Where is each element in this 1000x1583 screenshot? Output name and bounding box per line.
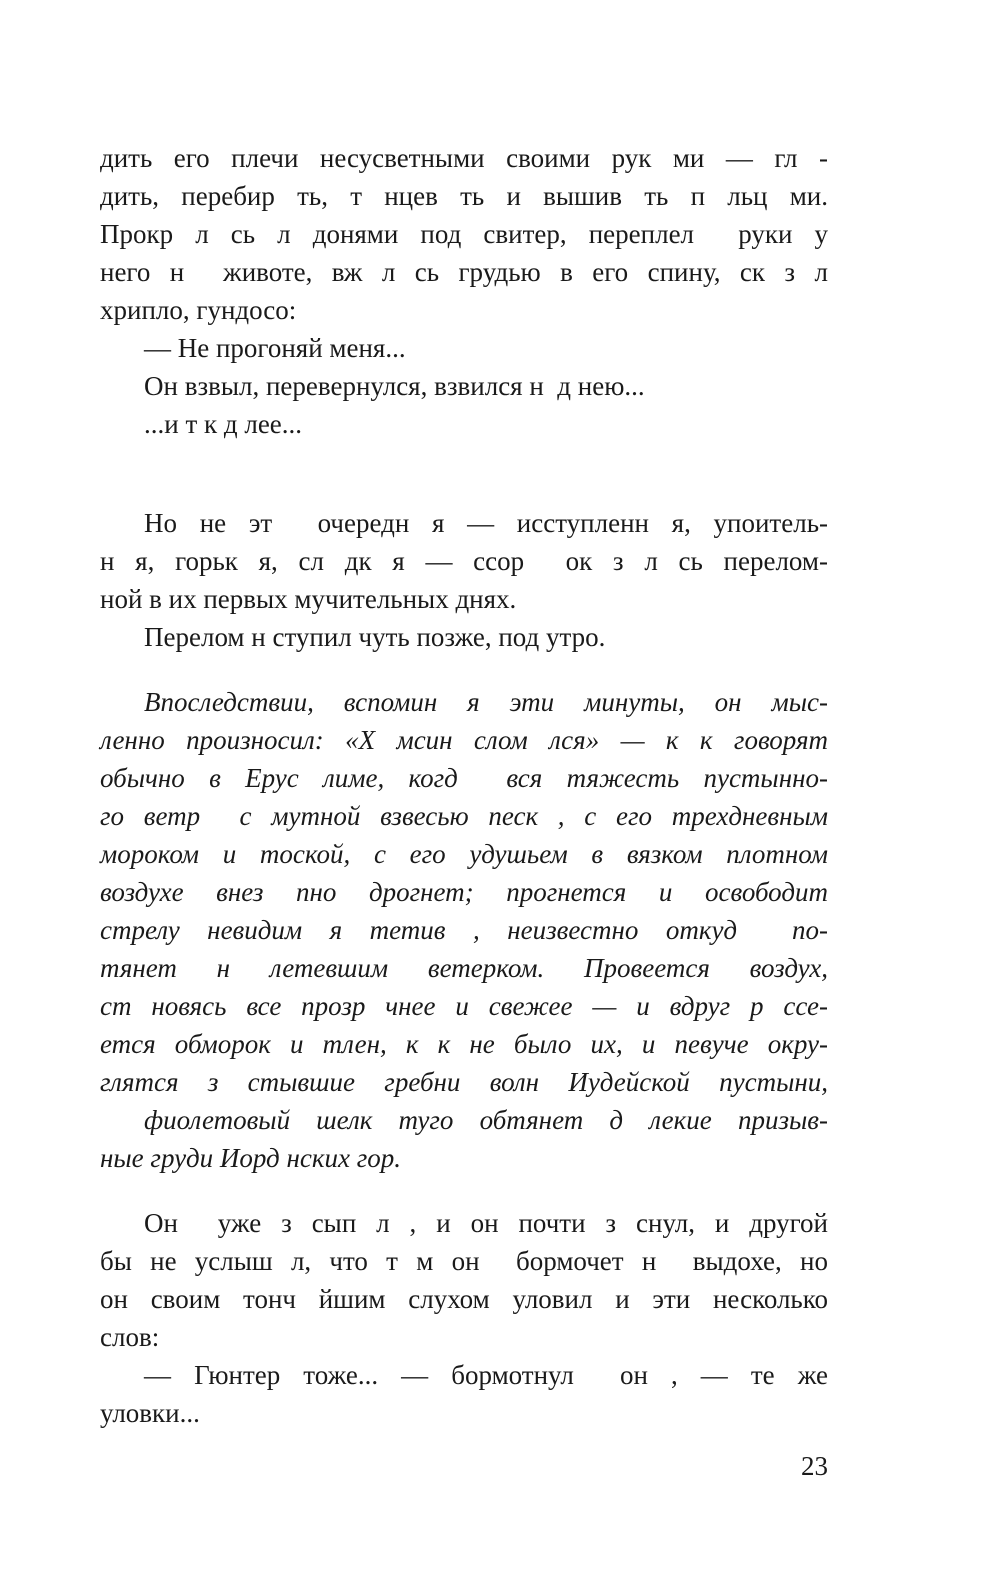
dialogue-line: уловки... (100, 1398, 200, 1428)
text-line: н я, горьк я, сл дк я — ссор ок з л сь перелом- (100, 546, 828, 576)
paragraph: Он взвыл, перевернулся, взвился н д нею... (144, 371, 645, 401)
text-line: хрипло, гундосо: (100, 295, 297, 325)
italic-line: ные груди Иорд нских гор. (100, 1143, 401, 1173)
text-line: него н животе, вж л сь грудью в его спину, ск з л (100, 257, 828, 287)
paragraph: Перелом н ступил чуть позже, под утро. (144, 622, 606, 652)
text-line: Но не эт очередн я — исступленн я, упоитель- (144, 508, 828, 538)
italic-line: ст новясь все прозр чнее и свежее — и вдруг р ссе- (100, 991, 828, 1021)
text-line: бы не услыш л, что т м он бормочет н выдохе, но (100, 1246, 828, 1276)
italic-line: ется обморок и тлен, к к не было их, и певуче окру- (100, 1029, 828, 1059)
italic-line: го ветр с мутной взвесью песк , с его трехдневным (100, 801, 828, 831)
italic-line: мороком и тоской, с его удушьем в вязком плотном (100, 839, 828, 869)
page-number: 23 (801, 1451, 828, 1481)
paragraph: ...и т к д лее... (144, 409, 303, 439)
text-line: Прокр л сь л донями под свитер, переплел руки у (100, 219, 828, 249)
text-line: слов: (100, 1322, 160, 1352)
italic-line: стрелу невидим я тетив , неизвестно откуд по- (100, 915, 828, 945)
italic-line: Впоследствии, вспомин я эти минуты, он мыс- (144, 687, 828, 717)
italic-line: воздухе внез пно дрогнет; прогнется и освободит (100, 877, 828, 907)
text-line: ной в их первых мучительных днях. (100, 584, 517, 614)
italic-line: тянет н летевшим ветерком. Провеется воздух, (100, 953, 828, 983)
dialogue-line: — Гюнтер тоже... — бормотнул он , — те же (144, 1360, 828, 1390)
text-line: он своим тонч йшим слухом уловил и эти несколько (100, 1284, 828, 1314)
text-line: Он уже з сып л , и он почти з снул, и другой (144, 1208, 828, 1238)
text-line: дить, перебир ть, т нцев ть и вышив ть п льц ми. (100, 181, 828, 211)
italic-line: фиолетовый шелк туго обтянет д лекие призыв- (144, 1105, 828, 1135)
italic-line: ленно произносил: «Х мсин слом лся» — к к говорят (100, 725, 828, 755)
book-page (100, 0, 828, 1583)
italic-line: глятся з стывшие гребни волн Иудейской пустыни, (100, 1067, 828, 1097)
text-line: дить его плечи несусветными своими рук ми — гл - (100, 143, 828, 173)
dialogue-line: — Не прогоняй меня... (144, 333, 406, 363)
italic-line: обычно в Ерус лиме, когд вся тяжесть пустынно- (100, 763, 828, 793)
